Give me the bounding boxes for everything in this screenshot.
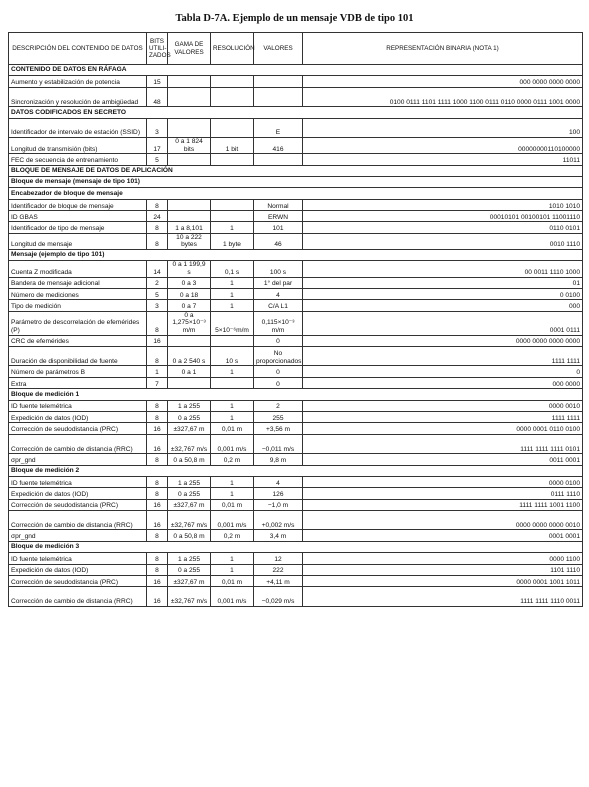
cell-value: 0 xyxy=(254,377,303,388)
cell-description: Tipo de medición xyxy=(9,300,147,311)
cell-value: 222 xyxy=(254,564,303,575)
table-row xyxy=(9,564,583,575)
cell-binary: 0001 0111 xyxy=(303,311,583,335)
cell-binary: 0000 0010 xyxy=(303,400,583,411)
table-row xyxy=(9,261,583,277)
cell-description: Corrección de seudodistancia (PRC) xyxy=(9,499,147,510)
cell-binary: 00000000110100000 xyxy=(303,137,583,153)
table-row xyxy=(9,423,583,434)
section-row xyxy=(9,188,583,199)
cell-bits: 8 xyxy=(147,233,168,249)
table-row xyxy=(9,476,583,487)
table-row xyxy=(9,346,583,365)
section-label: Bloque de medición 1 xyxy=(9,389,583,400)
cell-resolution: 1 xyxy=(211,564,254,575)
cell-value: 2 xyxy=(254,400,303,411)
cell-value: 0,115×10⁻³ m/m xyxy=(254,311,303,335)
table-row xyxy=(9,366,583,377)
cell-value: E xyxy=(254,118,303,137)
cell-range: 0 a 3 xyxy=(168,277,211,288)
cell-binary: 11011 xyxy=(303,154,583,165)
cell-binary: 1111 1111 xyxy=(303,411,583,422)
section-row xyxy=(9,107,583,118)
cell-binary: 0100 0111 1101 1111 1000 1100 0111 0110 0000 0111 1001 0000 xyxy=(303,87,583,106)
cell-value: 3,4 m xyxy=(254,530,303,541)
cell-bits: 16 xyxy=(147,423,168,434)
table-row xyxy=(9,377,583,388)
cell-bits: 8 xyxy=(147,411,168,422)
cell-resolution: 1 xyxy=(211,411,254,422)
cell-value xyxy=(254,154,303,165)
table-row xyxy=(9,511,583,530)
cell-binary: 100 xyxy=(303,118,583,137)
cell-binary: 0111 1110 xyxy=(303,488,583,499)
cell-bits: 2 xyxy=(147,277,168,288)
table-row xyxy=(9,222,583,233)
cell-range xyxy=(168,211,211,222)
cell-binary: 0110 0101 xyxy=(303,222,583,233)
header-binary: REPRESENTACIÓN BINARIA (NOTA 1) xyxy=(303,33,583,65)
section-row xyxy=(9,176,583,187)
cell-binary: 0000 0000 0000 0000 xyxy=(303,335,583,346)
table-row xyxy=(9,154,583,165)
cell-range xyxy=(168,377,211,388)
cell-range: 0 a 255 xyxy=(168,564,211,575)
cell-range xyxy=(168,76,211,87)
cell-description: Corrección de seudodistancia (PRC) xyxy=(9,423,147,434)
cell-binary: 0001 0001 xyxy=(303,530,583,541)
section-row xyxy=(9,65,583,76)
cell-resolution: 1 xyxy=(211,400,254,411)
cell-description: Aumento y estabilización de potencia xyxy=(9,76,147,87)
table-row xyxy=(9,76,583,87)
cell-value: 0 xyxy=(254,366,303,377)
cell-resolution xyxy=(211,87,254,106)
cell-description: Bandera de mensaje adicional xyxy=(9,277,147,288)
table-row xyxy=(9,488,583,499)
cell-binary: 01 xyxy=(303,277,583,288)
cell-value: 101 xyxy=(254,222,303,233)
cell-bits: 8 xyxy=(147,199,168,210)
section-label: Mensaje (ejemplo de tipo 101) xyxy=(9,250,583,261)
cell-description: Longitud de mensaje xyxy=(9,233,147,249)
cell-description: Expedición de datos (IOD) xyxy=(9,564,147,575)
section-row xyxy=(9,250,583,261)
cell-value: Normal xyxy=(254,199,303,210)
cell-range: 0 a 18 xyxy=(168,289,211,300)
cell-value: ERWN xyxy=(254,211,303,222)
cell-range: 0 a 1 199,9 s xyxy=(168,261,211,277)
cell-bits: 14 xyxy=(147,261,168,277)
section-row xyxy=(9,165,583,176)
section-label: Bloque de mensaje (mensaje de tipo 101) xyxy=(9,176,583,187)
table-row xyxy=(9,289,583,300)
cell-binary: 0000 0100 xyxy=(303,476,583,487)
cell-value: 12 xyxy=(254,553,303,564)
cell-range: 1 a 255 xyxy=(168,400,211,411)
cell-binary: 000 0000 0000 0000 xyxy=(303,76,583,87)
header-range: GAMA DE VALORES xyxy=(168,33,211,65)
cell-resolution: 0,001 m/s xyxy=(211,587,254,606)
cell-binary: 1101 1110 xyxy=(303,564,583,575)
cell-description: ID GBAS xyxy=(9,211,147,222)
cell-description: Cuenta Z modificada xyxy=(9,261,147,277)
section-row xyxy=(9,389,583,400)
cell-description: Corrección de cambio de distancia (RRC) xyxy=(9,434,147,453)
cell-bits: 5 xyxy=(147,154,168,165)
cell-resolution: 1 xyxy=(211,222,254,233)
cell-bits: 8 xyxy=(147,311,168,335)
section-row xyxy=(9,465,583,476)
cell-range: ±327,67 m xyxy=(168,423,211,434)
cell-range: 0 a 1 824 bits xyxy=(168,137,211,153)
table-title: Tabla D-7A. Ejemplo de un mensaje VDB de tipo 101 xyxy=(175,13,414,24)
cell-description: Número de parámetros B xyxy=(9,366,147,377)
cell-value: 0 xyxy=(254,335,303,346)
cell-binary: 00 0011 1110 1000 xyxy=(303,261,583,277)
cell-resolution: 0,2 m xyxy=(211,530,254,541)
cell-resolution: 0,1 s xyxy=(211,261,254,277)
cell-description: Duración de disponibilidad de fuente xyxy=(9,346,147,365)
cell-resolution: 1 bit xyxy=(211,137,254,153)
cell-resolution: 0,01 m xyxy=(211,576,254,587)
cell-resolution xyxy=(211,199,254,210)
table-body xyxy=(9,65,583,607)
cell-bits: 7 xyxy=(147,377,168,388)
section-label: CONTENIDO DE DATOS EN RÁFAGA xyxy=(9,65,583,76)
cell-bits: 1 xyxy=(147,366,168,377)
cell-value xyxy=(254,87,303,106)
cell-range: 1 a 8,101 xyxy=(168,222,211,233)
cell-description: ID fuente telemétrica xyxy=(9,400,147,411)
cell-value: +4,11 m xyxy=(254,576,303,587)
cell-value: 1° del par xyxy=(254,277,303,288)
cell-range xyxy=(168,335,211,346)
cell-description: Sincronización y resolución de ambigüedad xyxy=(9,87,147,106)
cell-range: 10 a 222 bytes xyxy=(168,233,211,249)
cell-description: ID fuente telemétrica xyxy=(9,476,147,487)
cell-range: ±327,67 m xyxy=(168,499,211,510)
cell-description: Identificador de bloque de mensaje xyxy=(9,199,147,210)
header-bits: BITS UTILI-ZADOS xyxy=(147,33,168,65)
cell-description: Identificador de tipo de mensaje xyxy=(9,222,147,233)
cell-resolution: 1 xyxy=(211,553,254,564)
table-row xyxy=(9,233,583,249)
cell-bits: 16 xyxy=(147,434,168,453)
cell-binary: 1111 1111 xyxy=(303,346,583,365)
cell-bits: 8 xyxy=(147,476,168,487)
cell-value: No proporcionados xyxy=(254,346,303,365)
section-label: BLOQUE DE MENSAJE DE DATOS DE APLICACIÓN xyxy=(9,165,583,176)
cell-resolution xyxy=(211,118,254,137)
cell-bits: 8 xyxy=(147,346,168,365)
table-row xyxy=(9,400,583,411)
cell-bits: 16 xyxy=(147,335,168,346)
table-row xyxy=(9,335,583,346)
cell-value: 255 xyxy=(254,411,303,422)
cell-binary: 0000 1100 xyxy=(303,553,583,564)
cell-bits: 16 xyxy=(147,576,168,587)
cell-resolution xyxy=(211,335,254,346)
cell-description: ID fuente telemétrica xyxy=(9,553,147,564)
cell-range: 1 a 255 xyxy=(168,553,211,564)
cell-value: 100 s xyxy=(254,261,303,277)
table-row xyxy=(9,87,583,106)
cell-description: Corrección de cambio de distancia (RRC) xyxy=(9,587,147,606)
section-label: Bloque de medición 2 xyxy=(9,465,583,476)
cell-resolution: 1 xyxy=(211,488,254,499)
cell-range: 0 a 1 xyxy=(168,366,211,377)
cell-bits: 17 xyxy=(147,137,168,153)
cell-resolution: 0,001 m/s xyxy=(211,434,254,453)
cell-binary: 0000 0001 0110 0100 xyxy=(303,423,583,434)
cell-range: 0 a 50,8 m xyxy=(168,530,211,541)
cell-range: ±32,767 m/s xyxy=(168,434,211,453)
section-label: Encabezador de bloque de mensaje xyxy=(9,188,583,199)
header-desc: DESCRIPCIÓN DEL CONTENIDO DE DATOS xyxy=(9,33,147,65)
cell-bits: 8 xyxy=(147,400,168,411)
table-row xyxy=(9,530,583,541)
cell-range: 0 a 2 540 s xyxy=(168,346,211,365)
cell-bits: 3 xyxy=(147,118,168,137)
cell-range: ±327,67 m xyxy=(168,576,211,587)
cell-description: Longitud de transmisión (bits) xyxy=(9,137,147,153)
table-row xyxy=(9,277,583,288)
cell-description: FEC de secuencia de entrenamiento xyxy=(9,154,147,165)
cell-description: Parámetro de descorrelación de efemérides (P) xyxy=(9,311,147,335)
table-row xyxy=(9,553,583,564)
cell-range xyxy=(168,199,211,210)
vdb-message-table xyxy=(8,32,583,607)
cell-binary: 00010101 00100101 11001110 xyxy=(303,211,583,222)
cell-bits: 8 xyxy=(147,530,168,541)
section-row xyxy=(9,541,583,552)
cell-range: ±32,767 m/s xyxy=(168,511,211,530)
cell-range xyxy=(168,118,211,137)
cell-bits: 3 xyxy=(147,300,168,311)
cell-binary: 0000 0001 1001 1011 xyxy=(303,576,583,587)
cell-bits: 8 xyxy=(147,454,168,465)
header-resolution: RESOLUCIÓN xyxy=(211,33,254,65)
cell-description: σpr_gnd xyxy=(9,530,147,541)
table-row xyxy=(9,454,583,465)
cell-value: 9,8 m xyxy=(254,454,303,465)
cell-value xyxy=(254,76,303,87)
cell-bits: 16 xyxy=(147,587,168,606)
cell-bits: 8 xyxy=(147,564,168,575)
table-row xyxy=(9,118,583,137)
cell-description: σpr_gnd xyxy=(9,454,147,465)
cell-binary: 0000 0000 0000 0010 xyxy=(303,511,583,530)
table-row xyxy=(9,587,583,606)
cell-bits: 48 xyxy=(147,87,168,106)
cell-bits: 8 xyxy=(147,553,168,564)
cell-range: ±32,767 m/s xyxy=(168,587,211,606)
table-row xyxy=(9,199,583,210)
table-row xyxy=(9,300,583,311)
cell-resolution: 10 s xyxy=(211,346,254,365)
cell-binary: 0 xyxy=(303,366,583,377)
cell-binary: 0010 1110 xyxy=(303,233,583,249)
cell-description: Número de mediciones xyxy=(9,289,147,300)
table-row xyxy=(9,499,583,510)
cell-range: 0 a 1,275×10⁻³ m/m xyxy=(168,311,211,335)
cell-binary: 0011 0001 xyxy=(303,454,583,465)
table-row xyxy=(9,411,583,422)
cell-range: 0 a 50,8 m xyxy=(168,454,211,465)
table-row xyxy=(9,311,583,335)
cell-resolution: 5×10⁻⁶m/m xyxy=(211,311,254,335)
cell-bits: 15 xyxy=(147,76,168,87)
cell-description: Corrección de seudodistancia (PRC) xyxy=(9,576,147,587)
cell-binary: 000 xyxy=(303,300,583,311)
cell-resolution: 0,01 m xyxy=(211,499,254,510)
cell-value: C/A L1 xyxy=(254,300,303,311)
cell-description: Expedición de datos (IOD) xyxy=(9,411,147,422)
cell-value: 126 xyxy=(254,488,303,499)
cell-binary: 1111 1111 1001 1100 xyxy=(303,499,583,510)
cell-bits: 8 xyxy=(147,222,168,233)
cell-resolution xyxy=(211,154,254,165)
cell-bits: 16 xyxy=(147,499,168,510)
cell-value: 46 xyxy=(254,233,303,249)
cell-value: −0,029 m/s xyxy=(254,587,303,606)
cell-value: 4 xyxy=(254,476,303,487)
cell-resolution xyxy=(211,211,254,222)
cell-value: 416 xyxy=(254,137,303,153)
cell-resolution: 1 xyxy=(211,277,254,288)
cell-value: +0,002 m/s xyxy=(254,511,303,530)
cell-range: 0 a 255 xyxy=(168,488,211,499)
cell-bits: 16 xyxy=(147,511,168,530)
header-values: VALORES xyxy=(254,33,303,65)
cell-range: 0 a 255 xyxy=(168,411,211,422)
cell-resolution: 0,001 m/s xyxy=(211,511,254,530)
table-row xyxy=(9,576,583,587)
cell-range: 1 a 255 xyxy=(168,476,211,487)
cell-binary: 000 0000 xyxy=(303,377,583,388)
cell-resolution: 1 xyxy=(211,476,254,487)
section-label: Bloque de medición 3 xyxy=(9,541,583,552)
cell-bits: 24 xyxy=(147,211,168,222)
cell-resolution: 0,2 m xyxy=(211,454,254,465)
cell-binary: 1111 1111 1110 0011 xyxy=(303,587,583,606)
cell-description: CRC de efemérides xyxy=(9,335,147,346)
cell-description: Corrección de cambio de distancia (RRC) xyxy=(9,511,147,530)
table-row xyxy=(9,434,583,453)
cell-resolution: 1 xyxy=(211,289,254,300)
cell-bits: 8 xyxy=(147,488,168,499)
cell-range xyxy=(168,154,211,165)
cell-description: Identificador de intervalo de estación (SSID) xyxy=(9,118,147,137)
cell-range xyxy=(168,87,211,106)
table-row xyxy=(9,211,583,222)
cell-value: 4 xyxy=(254,289,303,300)
cell-value: +3,56 m xyxy=(254,423,303,434)
cell-value: −0,011 m/s xyxy=(254,434,303,453)
cell-binary: 1111 1111 1111 0101 xyxy=(303,434,583,453)
cell-binary: 0 0100 xyxy=(303,289,583,300)
cell-description: Extra xyxy=(9,377,147,388)
cell-resolution xyxy=(211,76,254,87)
cell-resolution: 1 xyxy=(211,366,254,377)
cell-resolution: 0,01 m xyxy=(211,423,254,434)
cell-value: −1,0 m xyxy=(254,499,303,510)
section-label: DATOS CODIFICADOS EN SECRETO xyxy=(9,107,583,118)
table-row xyxy=(9,137,583,153)
cell-range: 0 a 7 xyxy=(168,300,211,311)
cell-bits: 5 xyxy=(147,289,168,300)
cell-resolution: 1 byte xyxy=(211,233,254,249)
header-row xyxy=(9,33,583,65)
cell-description: Expedición de datos (IOD) xyxy=(9,488,147,499)
cell-binary: 1010 1010 xyxy=(303,199,583,210)
cell-resolution: 1 xyxy=(211,300,254,311)
cell-resolution xyxy=(211,377,254,388)
